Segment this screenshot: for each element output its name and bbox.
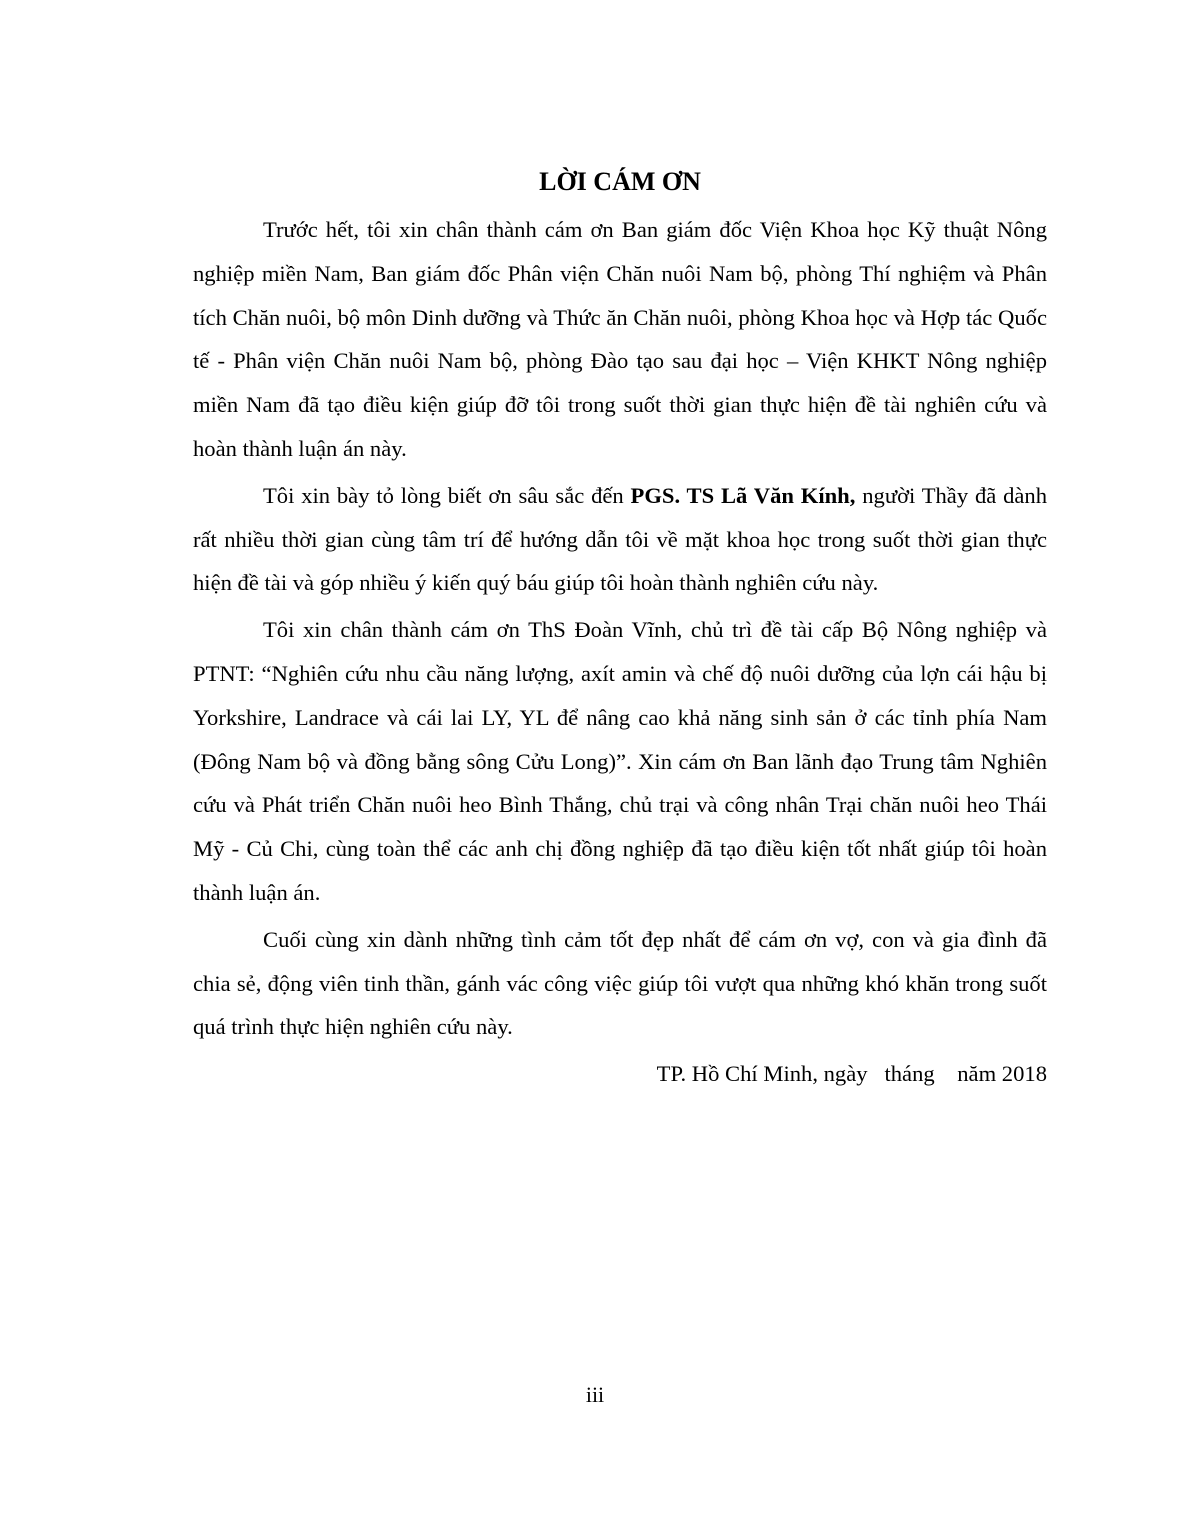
signoff-date-place: TP. Hồ Chí Minh, ngày tháng năm 2018	[656, 1061, 1047, 1087]
paragraph-institutions: Trước hết, tôi xin chân thành cám ơn Ban giám đốc Viện Khoa học Kỹ thuật Nông nghiệp miền Nam, Ban giám đốc Phân viện Chăn nuôi Nam bộ, phòng Thí nghiệm và Phân tích Chăn nuôi, bộ môn Dinh dưỡng và Thức ăn Chăn nuôi, phòng Khoa học và Hợp tác Quốc tế - Phân viện Chăn nuôi Nam bộ, phòng Đào tạo sau đại học – Viện KHKT Nông nghiệp miền Nam đã tạo điều kiện giúp đỡ tôi trong suốt thời gian thực hiện đề tài nghiên cứu và hoàn thành luận án này.	[193, 217, 1047, 461]
page-number: iii	[585, 1382, 605, 1407]
advisor-text-before: Tôi xin bày tỏ lòng biết ơn sâu sắc đến	[263, 482, 631, 508]
advisor-name: PGS. TS Lã Văn Kính,	[630, 482, 856, 508]
page-title: LỜI CÁM ƠN	[539, 167, 701, 196]
paragraph-family: Cuối cùng xin dành những tình cảm tốt đẹp nhất để cám ơn vợ, con và gia đình đã chia sẻ, động viên tinh thần, gánh vác công việc giúp tôi vượt qua những khó khăn trong suốt quá trình thực hiện nghiên cứu này.	[193, 926, 1047, 1040]
advisor-text-after: người Thầy đã dành rất nhiều thời gian cùng tâm trí để hướng dẫn tôi về mặt khoa học trong suốt thời gian thực hiện đề tài và góp nhiều ý kiến quý báu giúp tôi hoàn thành nghiên cứu này.	[193, 482, 1048, 596]
paragraph-project: Tôi xin chân thành cám ơn ThS Đoàn Vĩnh, chủ trì đề tài cấp Bộ Nông nghiệp và PTNT: “Nghiên cứu nhu cầu năng lượng, axít amin và chế độ nuôi dưỡng của lợn cái hậu bị Yorkshire, Landrace và cái lai LY, YL để nâng cao khả năng sinh sản ở các tỉnh phía Nam (Đông Nam bộ và đồng bằng sông Cửu Long)”. Xin cám ơn Ban lãnh đạo Trung tâm Nghiên cứu và Phát triển Chăn nuôi heo Bình Thắng, chủ trại và công nhân Trại chăn nuôi heo Thái Mỹ - Củ Chi, cùng toàn thể các anh chị đồng nghiệp đã tạo điều kiện tốt nhất giúp tôi hoàn thành luận án.	[193, 617, 1047, 905]
paragraph-advisor	[193, 474, 1047, 605]
acknowledgement-page	[193, 160, 1047, 1096]
